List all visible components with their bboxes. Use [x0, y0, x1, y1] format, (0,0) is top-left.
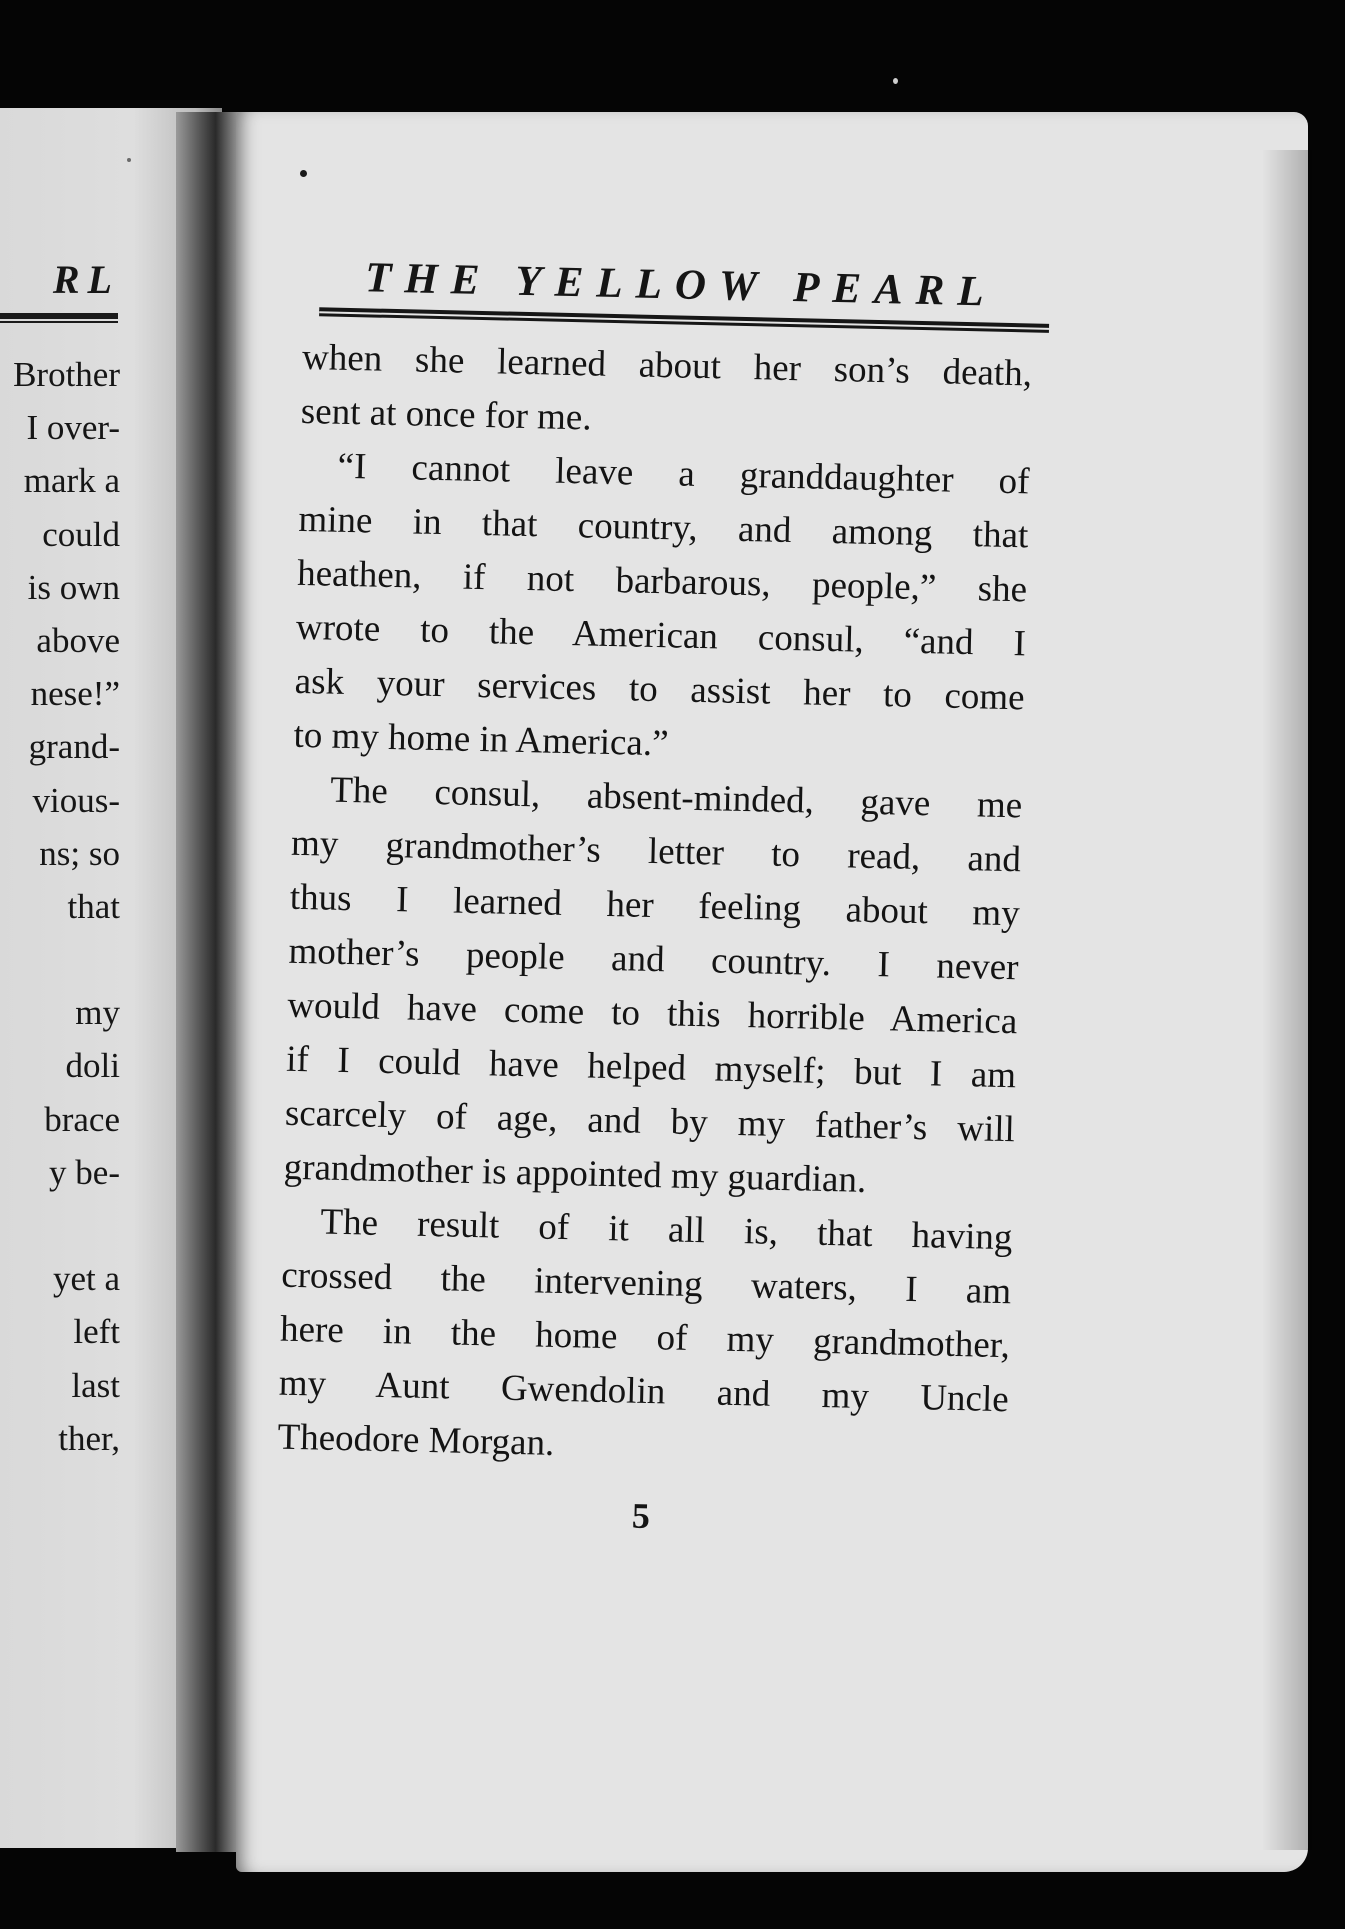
page-number: 5 [631, 1495, 651, 1537]
dust-speck [300, 170, 307, 177]
previous-page-line: ther, [58, 1418, 120, 1458]
previous-page-text [13, 348, 120, 1465]
previous-page-line: my [75, 993, 120, 1033]
previous-page-running-head: RL [52, 257, 120, 302]
previous-page-line: brace [44, 1099, 120, 1139]
text-line: would have come to this horrible America [286, 984, 1018, 1043]
text-line: scarcely of age, and by my father’s will [284, 1092, 1016, 1151]
previous-page-line [13, 933, 120, 986]
previous-page-line: nese!” [30, 674, 120, 714]
previous-page-line: left [73, 1312, 120, 1352]
previous-page-line: y be- [49, 1152, 120, 1192]
previous-page-line: yet a [52, 1259, 120, 1299]
previous-page-line: that [67, 886, 120, 926]
previous-page-line: above [36, 620, 120, 660]
text-line: mine in that country, and among that [298, 498, 1029, 557]
previous-page-line: doli [65, 1046, 120, 1086]
body-text [253, 330, 1039, 1481]
text-line: when she learned about her son’s death, [301, 336, 1033, 395]
previous-page-line: ns; so [39, 833, 120, 873]
text-line: my grandmother’s letter to read, and [290, 822, 1022, 881]
previous-page-line: grand- [28, 727, 120, 767]
text-line: The consul, absent-minded, gave me [329, 769, 1023, 827]
previous-page-line: could [42, 514, 120, 554]
previous-page-line: I over- [26, 408, 120, 448]
text-line: grandmother is appointed my guardian. [283, 1146, 867, 1201]
dust-speck [893, 78, 898, 84]
text-line: if I could have helped myself; but I am [285, 1038, 1017, 1097]
text-line: heathen, if not barbarous, people,” she [296, 552, 1028, 611]
text-line: my Aunt Gwendolin and my Uncle [278, 1362, 1010, 1421]
text-line: wrote to the American consul, “and I [295, 606, 1027, 665]
text-line: ask your services to assist her to come [294, 660, 1026, 719]
text-line: “I cannot leave a granddaughter of [337, 445, 1030, 503]
page-text-block [252, 251, 1041, 1545]
dust-speck [127, 158, 131, 162]
previous-page-line: last [71, 1365, 120, 1405]
previous-page-line: Brother [13, 355, 120, 394]
text-line: sent at once for me. [300, 390, 593, 439]
running-head: THE YELLOW PEARL [364, 254, 998, 316]
text-line: here in the home of my grandmother, [279, 1308, 1011, 1367]
previous-page-line [13, 1199, 120, 1252]
previous-page-line: is own [27, 567, 120, 607]
previous-page-line: vious- [32, 780, 120, 820]
text-line: to my home in America.” [293, 714, 669, 765]
previous-page-line: mark a [23, 461, 120, 501]
text-line: Theodore Morgan. [277, 1416, 555, 1464]
text-line: The result of it all is, that having [320, 1201, 1013, 1259]
previous-page-header-rule [0, 313, 118, 323]
text-line: crossed the intervening waters, I am [280, 1254, 1012, 1313]
text-line: mother’s people and country. I never [288, 930, 1019, 989]
text-line: thus I learned her feeling about my [289, 876, 1021, 935]
